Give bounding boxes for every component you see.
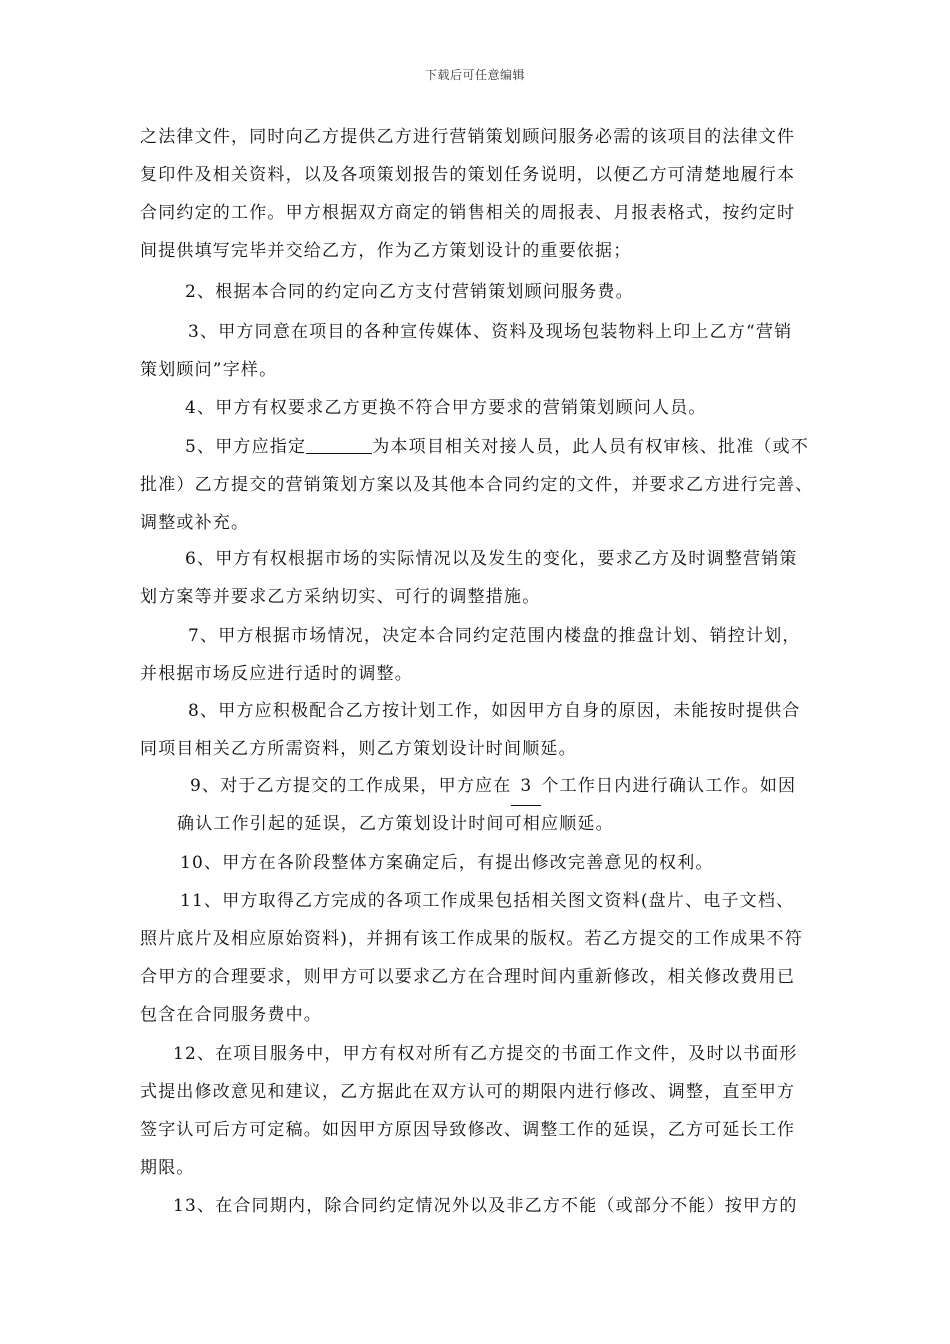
clause-6: [140, 540, 840, 616]
text-line: 批准）乙方提交的营销策划方案以及其他本合同约定的文件，并要求乙方进行完善、: [140, 475, 814, 495]
clause-10: [180, 844, 880, 882]
contact-person-blank: [306, 433, 372, 454]
text-line: [140, 428, 840, 466]
clause-9: [140, 767, 840, 843]
text-line: 3、甲方同意在项目的各种宣传媒体、资料及现场包装物料上印上乙方“营销: [188, 322, 793, 342]
paragraph-continuation: [140, 118, 840, 270]
text-line: 13、在合同期内，除合同约定情况外以及非乙方不能（或部分不能）按甲方的: [173, 1196, 798, 1216]
text-line: 划方案等并要求乙方采纳切实、可行的调整措施。: [140, 587, 541, 607]
text-line: 11、甲方取得乙方完成的各项工作成果包括相关图文资料(盘片、电子文档、: [180, 891, 795, 911]
page-header: 下载后可任意编辑: [424, 68, 525, 82]
text-line: 之法律文件，同时向乙方提供乙方进行营销策划顾问服务必需的该项目的法律文件: [140, 127, 796, 147]
clause-12: [140, 1035, 840, 1187]
text-line: 10、甲方在各阶段整体方案确定后，有提出修改完善意见的权利。: [180, 853, 714, 873]
clause-13: [140, 1187, 840, 1225]
clause-text-after-blank: 为本项目相关对接人员，此人员有权审核、批准（或不: [372, 437, 810, 457]
clause-11: [140, 882, 840, 1034]
text-line: 合同约定的工作。甲方根据双方商定的销售相关的周报表、月报表格式，按约定时: [140, 203, 796, 223]
clause-4: [185, 389, 885, 427]
text-line: 7、甲方根据市场情况，决定本合同约定范围内楼盘的推盘计划、销控计划，: [188, 626, 801, 646]
text-line: 复印件及相关资料，以及各项策划报告的策划任务说明，以便乙方可清楚地履行本: [140, 165, 796, 185]
text-line: 包含在合同服务费中。: [140, 1005, 322, 1025]
clause-2: [185, 273, 885, 311]
clause-3: [140, 313, 840, 389]
text-line: [140, 767, 840, 805]
text-line: 间提供填写完毕并交给乙方，作为乙方策划设计的重要依据；: [140, 241, 632, 261]
text-line: 照片底片及相应原始资料)，并拥有该工作成果的版权。若乙方提交的工作成果不符: [140, 929, 804, 949]
text-line: 2、根据本合同的约定向乙方支付营销策划顾问服务费。: [185, 282, 634, 302]
text-line: 12、在项目服务中，甲方有权对所有乙方提交的书面工作文件，及时以书面形: [173, 1044, 798, 1064]
clause-8: [140, 692, 840, 768]
text-line: 签字认可后方可定稿。如因甲方原因导致修改、调整工作的延误，乙方可延长工作: [140, 1120, 796, 1140]
clause-7: [140, 617, 840, 693]
working-days-value: 3: [511, 767, 541, 806]
clause-text-after-blank: 个工作日内进行确认工作。如因: [541, 776, 797, 796]
text-line: 8、甲方应积极配合乙方按计划工作，如因甲方自身的原因，未能按时提供合: [188, 701, 801, 721]
clause-5: [140, 428, 840, 542]
text-line: 策划顾问”字样。: [140, 360, 278, 380]
text-line: 确认工作引起的延误，乙方策划设计时间可相应顺延。: [177, 814, 614, 834]
text-line: 并根据市场反应进行适时的调整。: [140, 664, 413, 684]
text-line: 式提出修改意见和建议，乙方据此在双方认可的期限内进行修改、调整，直至甲方: [140, 1082, 796, 1102]
text-line: 同项目相关乙方所需资料，则乙方策划设计时间顺延。: [140, 739, 577, 759]
text-line: 调整或补充。: [140, 513, 250, 533]
text-line: 4、甲方有权要求乙方更换不符合甲方要求的营销策划顾问人员。: [185, 398, 707, 418]
clause-text-before-blank: 5、甲方应指定: [185, 437, 307, 457]
text-line: 合甲方的合理要求，则甲方可以要求乙方在合理时间内重新修改，相关修改费用已: [140, 967, 796, 987]
text-line: 6、甲方有权根据市场的实际情况以及发生的变化，要求乙方及时调整营销策: [185, 549, 798, 569]
text-line: 期限。: [140, 1158, 195, 1178]
clause-text-before-blank: 9、对于乙方提交的工作成果，甲方应在: [190, 776, 512, 796]
